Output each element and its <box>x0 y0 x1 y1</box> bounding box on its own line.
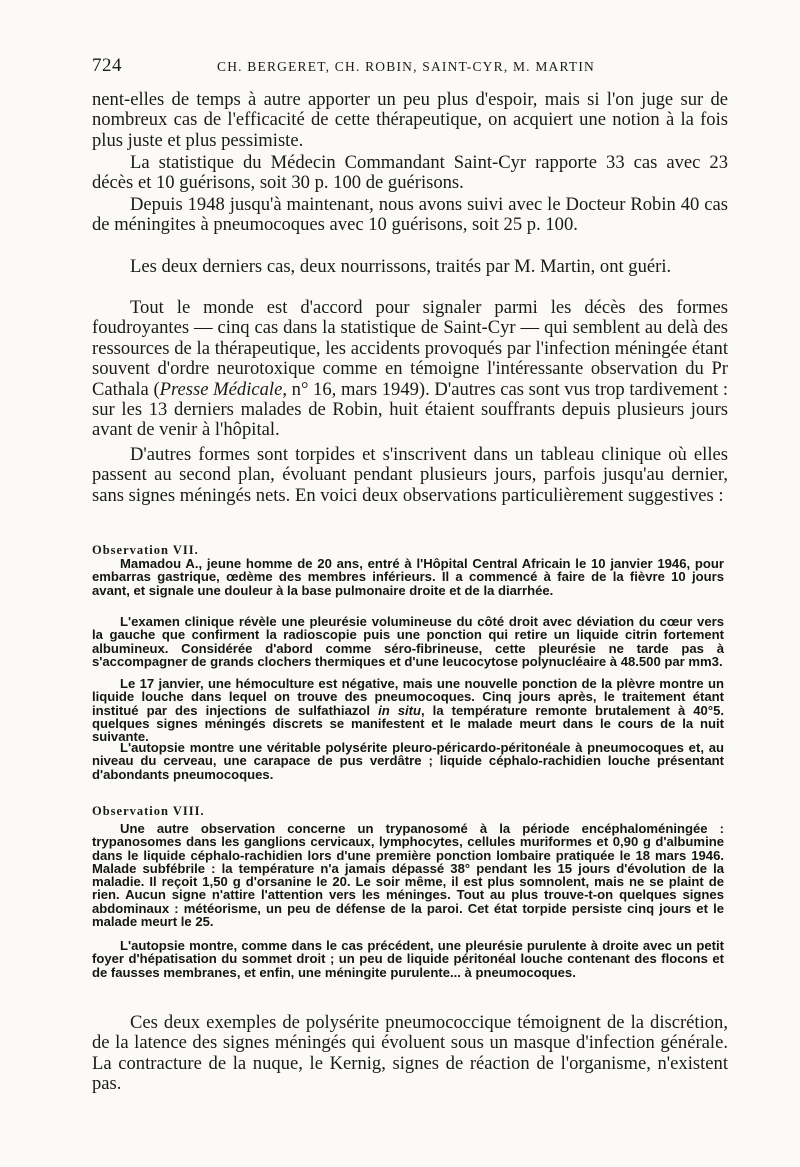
observation-8-title: Observation VIII. <box>92 804 205 818</box>
paragraph-4: Les deux derniers cas, deux nourrissons, traités par M. Martin, ont guéri. <box>130 256 672 277</box>
page-header <box>92 55 722 79</box>
paragraph-1: nent-elles de temps à autre apporter un peu plus d'espoir, mais si l'on juge sur de nombreux cas de l'efficacité de cette thérapeutique, on acquiert une notion à la fois plus juste et plus pessimiste. <box>92 89 728 151</box>
observation-8-paragraph-1: Une autre observation concerne un trypanosomé à la période encéphaloméningée : trypanosomes dans les ganglions cervicaux, lymphocytes, cellules muriformes et 0,90 g d'albumine dans le liquide céphalo-rachidien lors d'une première ponction lombaire pratiquée le 18 mars 1946. Malade subfébrile : la température n'a jamais dépassé 38° pendant les 15 jours d'évolution de la maladie. Il reçoit 1,50 g d'orsanine le 20. Le soir même, il est plus somnolent, mais ne se plaint de rien. Aucun signe n'attire l'attention vers les méninges. Tout au plus trouve-t-on quelques signes abdominaux : météorisme, un peu de défense de la paroi. Cet état torpide persiste cinq jours et le malade meurt le 25. <box>92 821 724 930</box>
observation-7-paragraph-3-part-a: Le 17 janvier, une hémoculture est négative, mais une nouvelle ponction de la plèvre montre un liquide louche dans lequel on trouve des pneumocoques. Cinq jours après, le traitement étant institué par des injections de sulfathiazol <box>92 676 724 718</box>
running-head: CH. BERGERET, CH. ROBIN, SAINT-CYR, M. MARTIN <box>217 59 595 74</box>
observation-7-paragraph-3 <box>92 677 724 743</box>
observation-7-in-situ: in situ <box>378 702 422 718</box>
observation-7-paragraph-3-part-b: , la température remonte brutalement à 40°5. quelques signes méningés discrets se manifestent et le malade meurt dans le cours de la nuit suivante. <box>92 702 724 745</box>
observation-7-paragraph-1: Mamadou A., jeune homme de 20 ans, entré à l'Hôpital Central Africain le 10 janvier 1946, pour embarras gastrique, œdème des membres inférieurs. Il a commencé à faire de la fièvre 10 jours avant, et signale une douleur à la base pulmonaire droite et de la diarrhée. <box>92 556 724 598</box>
observation-8-paragraph-2: L'autopsie montre, comme dans le cas précédent, une pleurésie purulente à droite avec un petit foyer d'hépatisation du sommet droit ; un peu de liquide péritonéal louche contenant des flocons et de fausses membranes, et enfin, une méningite purulente... à pneumocoques. <box>92 938 724 980</box>
paragraph-5-journal: Presse Médicale <box>159 378 283 400</box>
conclusion-paragraph: Ces deux exemples de polysérite pneumococcique témoignent de la discrétion, de la latence des signes méningés qui évoluent sous un masque d'infection générale. La contracture de la nuque, le Kernig, signes de réaction de l'organisme, n'existent pas. <box>92 1012 728 1095</box>
paragraph-2: La statistique du Médecin Commandant Saint-Cyr rapporte 33 cas avec 23 décès et 10 guérisons, soit 30 p. 100 de guérisons. <box>92 152 728 194</box>
paragraph-5-part-a: Tout le monde est d'accord pour signaler parmi les décès des formes foudroyantes — cinq cas dans la statistique de Saint-Cyr — qui semblent au delà des ressources de la thérapeutique, les accidents provoqués par l'infection méningée étant souvent d'ordre neurotoxique comme en témoigne l'intéressante observation du Pr Cathala ( <box>92 297 728 400</box>
paragraph-5-part-b: , n° 16, mars 1949). D'autres cas sont vus trop tardivement : sur les 13 derniers malades de Robin, huit étaient souffrants depuis plusieurs jours avant de venir à l'hôpital. <box>92 378 728 441</box>
observation-7-paragraph-4: L'autopsie montre une véritable polysérite pleuro-péricardo-péritonéale à pneumocoques et, au niveau du cerveau, une carapace de pus verdâtre ; liquide céphalo-rachidien louche présentant d'abondants pneumocoques. <box>92 740 724 782</box>
observation-7-title: Observation VII. <box>92 543 199 557</box>
paragraph-6: D'autres formes sont torpides et s'inscrivent dans un tableau clinique où elles passent au second plan, évoluant pendant plusieurs jours, parfois jusqu'au dernier, sans signes méningés nets. En voici deux observations particulièrement suggestives : <box>92 444 728 506</box>
observation-7-paragraph-2: L'examen clinique révèle une pleurésie volumineuse du côté droit avec déviation du cœur vers la gauche que confirment la radioscopie puis une ponction qui retire un liquide citrin fortement albumineux. Considérée d'abord comme séro-fibrineuse, cette pleurésie ne tarde pas à s'accompagner de grands clochers thermiques et d'une leucocytose polynucléaire à 48.500 par mm3. <box>92 614 724 669</box>
paragraph-5 <box>92 298 728 441</box>
paragraph-3: Depuis 1948 jusqu'à maintenant, nous avons suivi avec le Docteur Robin 40 cas de méningites à pneumocoques avec 10 guérisons, soit 25 p. 100. <box>92 194 728 236</box>
page-number: 724 <box>92 55 122 76</box>
